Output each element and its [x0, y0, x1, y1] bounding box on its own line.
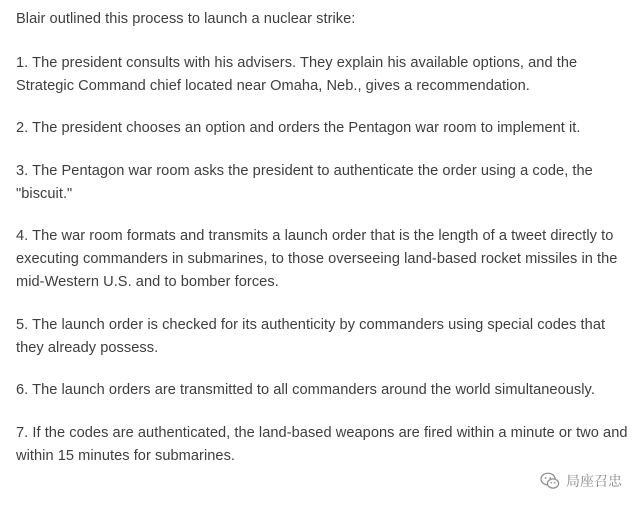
intro-paragraph: Blair outlined this process to launch a nuclear strike: — [16, 11, 356, 27]
step-2-paragraph: 2. The president chooses an option and orders the Pentagon war room to implement it. — [16, 120, 581, 136]
step-7-paragraph: 7. If the codes are authenticated, the land-based weapons are fired within a minute or two and within 15 minutes for submarines. — [16, 425, 628, 464]
watermark — [540, 471, 622, 491]
step-5-paragraph: 5. The launch order is checked for its authenticity by commanders using special codes that they already possess. — [16, 317, 606, 356]
step-1-paragraph: 1. The president consults with his advisers. They explain his available options, and the Strategic Command chief located near Omaha, Neb., gives a recommendation. — [16, 55, 578, 94]
step-4-paragraph: 4. The war room formats and transmits a launch order that is the length of a tweet directly to executing commanders in submarines, to those overseeing land-based rocket missiles in the mid-Western U.S. and to bomber forces. — [16, 228, 618, 290]
watermark-text: 局座召忠 — [566, 473, 622, 489]
step-3-paragraph: 3. The Pentagon war room asks the president to authenticate the order using a code, the "biscuit." — [16, 163, 593, 202]
step-6-paragraph: 6. The launch orders are transmitted to all commanders around the world simultaneously. — [16, 382, 595, 398]
wechat-icon — [540, 472, 560, 490]
